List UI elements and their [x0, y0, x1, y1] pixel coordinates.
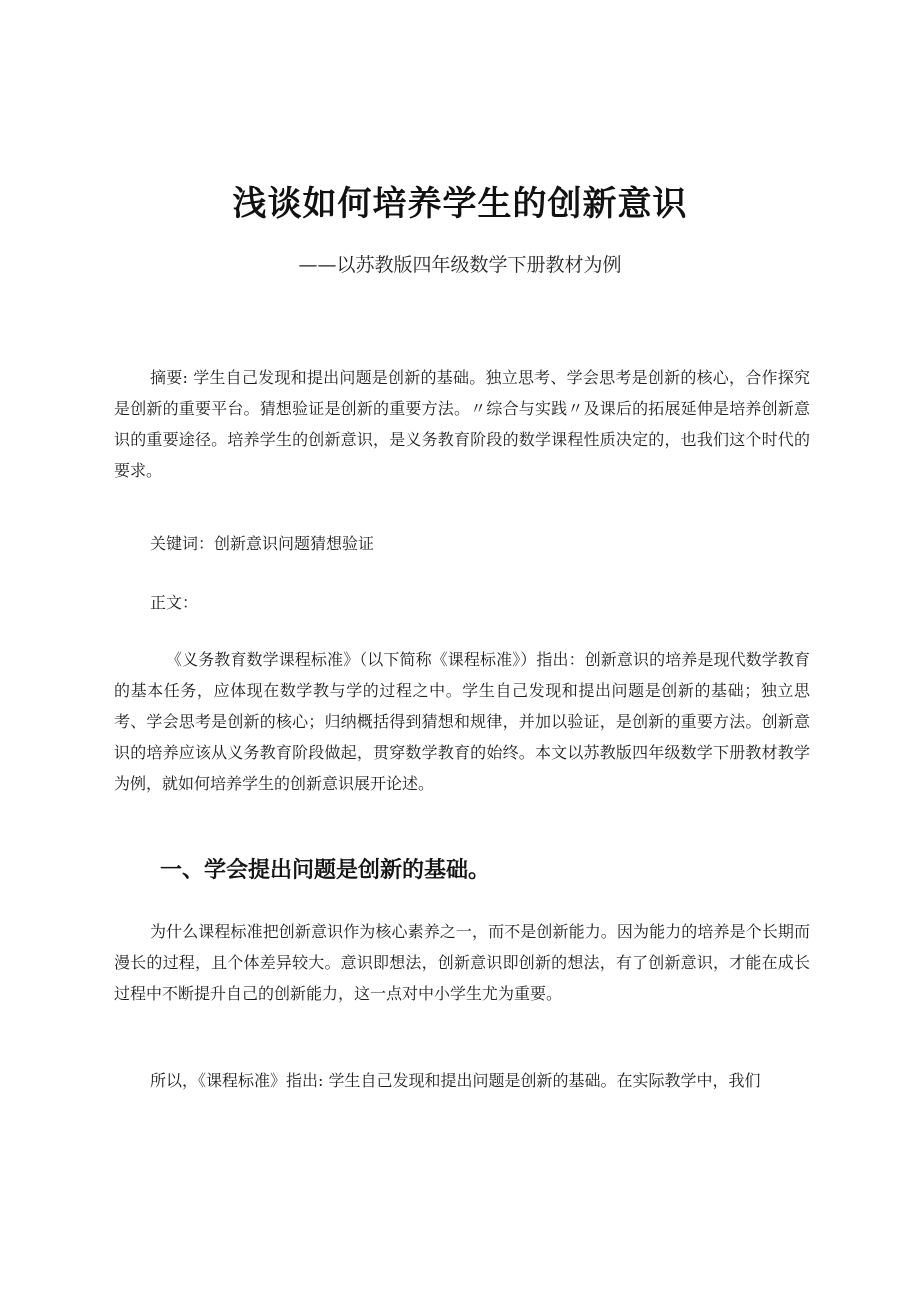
keywords-line: 关键词：创新意识问题猜想验证 — [150, 534, 375, 553]
section-paragraph: 所以，《课程标准》指出: 学生自己发现和提出问题是创新的基础。在实际教学中，我们 — [150, 1071, 761, 1090]
intro-paragraph: 《义务教育数学课程标准》（以下简称《课程标准》）指出：创新意识的培养是现代数学教育的基本任务，应体现在数学教与学的过程之中。学生自己发现和提出问题是创新的基础；独立思考、学会思考是创新的核心；归纳概括得到猜想和规律，并加以验证，是创新的重要方法。创新意识的培养应该从义务教育阶段做起，贯穿数学教育的始终。本文以苏教版四年级数学下册教材教学为例，就如何培养学生的创新意识展开论述。 — [114, 650, 810, 793]
document-title: 浅谈如何培养学生的创新意识 — [232, 183, 688, 224]
body-label: 正文： — [150, 593, 199, 612]
document-subtitle: ——以苏教版四年级数学下册教材为例 — [298, 254, 622, 276]
section-paragraph: 为什么课程标准把创新意识作为核心素养之一，而不是创新能力。因为能力的培养是个长期而漫长的过程，且个体差异较大。意识即想法，创新意识即创新的想法，有了创新意识，才能在成长过程中不断提升自己的创新能力，这一点对中小学生尤为重要。 — [114, 922, 810, 1003]
abstract-paragraph: 摘要: 学生自己发现和提出问题是创新的基础。独立思考、学会思考是创新的核心，合作探究是创新的重要平台。猜想验证是创新的重要方法。〃综合与实践〃及课后的拓展延伸是培养创新意识的重要途径。培养学生的创新意识，是义务教育阶段的数学课程性质决定的，也我们这个时代的要求。 — [114, 368, 810, 480]
section-heading: 一、学会提出问题是创新的基础。 — [160, 857, 491, 883]
